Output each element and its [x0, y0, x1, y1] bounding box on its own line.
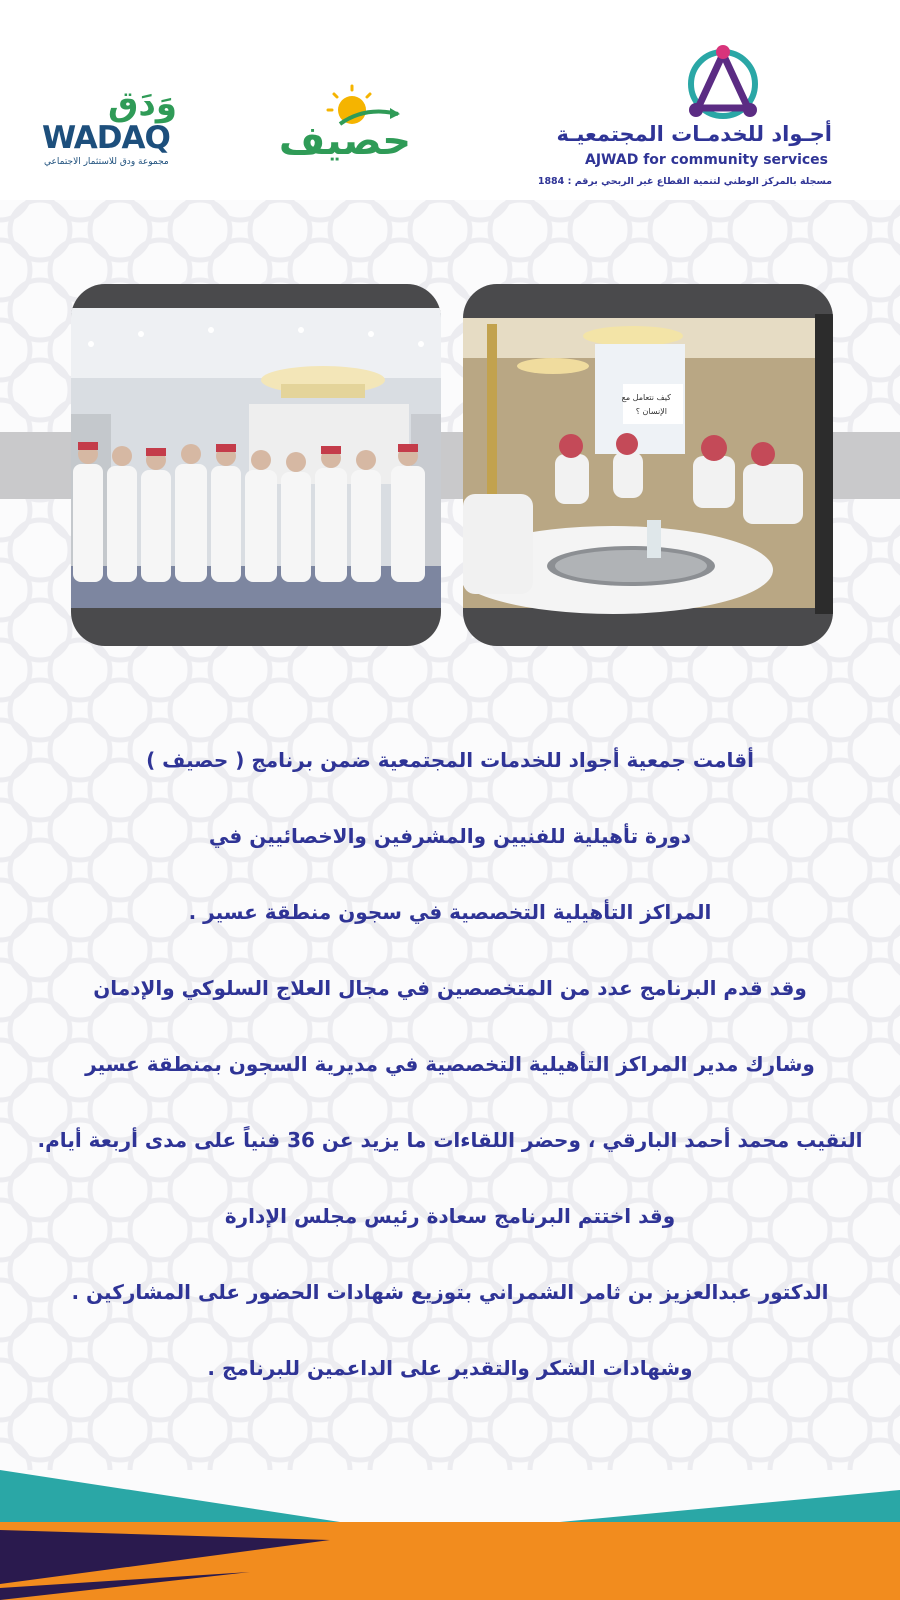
text-line-5: وشارك مدير المراكز التأهيلية التخصصية في مديرية السجون بمنطقة عسير: [85, 1052, 815, 1076]
wadaq-arabic-wordmark: وَدَق: [108, 84, 177, 124]
haseef-wordmark: حصيف: [278, 118, 412, 164]
text-line-4: وقد قدم البرنامج عدد من المتخصصين في مجال العلاج السلوكي والإدمان: [93, 976, 807, 1000]
ajwad-logo: [537, 42, 862, 192]
text-line-2: دورة تأهيلية للفنيين والمشرفين والاخصائيين في: [208, 824, 692, 848]
ajwad-registration: مسجلة بالمركز الوطني لتنمية القطاع غير الربحي برقم : 1884: [537, 176, 832, 187]
text-line-7: وقد اختتم البرنامج سعادة رئيس مجلس الإدارة: [224, 1204, 676, 1228]
ajwad-triangle-icon: [678, 42, 768, 122]
text-line-1: أقامت جمعية أجواد للخدمات المجتمعية ضمن برنامج ( حصيف ): [146, 748, 754, 772]
group-photo: [71, 284, 441, 646]
wadaq-latin-wordmark: WADAQ: [42, 120, 170, 156]
text-line-9: وشهادات الشكر والتقدير على الداعمين للبرنامج .: [207, 1356, 693, 1380]
ajwad-english-name: AJWAD for community services: [585, 152, 828, 168]
haseef-logo: [270, 84, 420, 174]
wadaq-tagline: مجموعة ودق للاستثمار الاجتماعي: [44, 157, 169, 167]
text-line-3: المراكز التأهيلية التخصصية في سجون منطقة عسير .: [188, 900, 712, 924]
slide-text-line-2: الإنسان ؟: [635, 407, 667, 416]
training-session-photo: [463, 284, 833, 646]
footer-decoration: [0, 1460, 900, 1600]
announcement-text: [0, 722, 900, 1406]
slide-text-line-1: كيف نتعامل مع: [621, 393, 671, 402]
wadaq-logo: [38, 84, 188, 176]
text-line-6: النقيب محمد أحمد البارقي ، وحضر اللقاءات ما يزيد عن 36 فنياً على مدى أربعة أيام.: [37, 1128, 863, 1152]
ajwad-arabic-name: أجـواد للخدمـات المجتمعيـة: [556, 122, 832, 146]
text-line-8: الدكتور عبدالعزيز بن ثامر الشمراني بتوزيع شهادات الحضور على المشاركين .: [71, 1280, 829, 1304]
